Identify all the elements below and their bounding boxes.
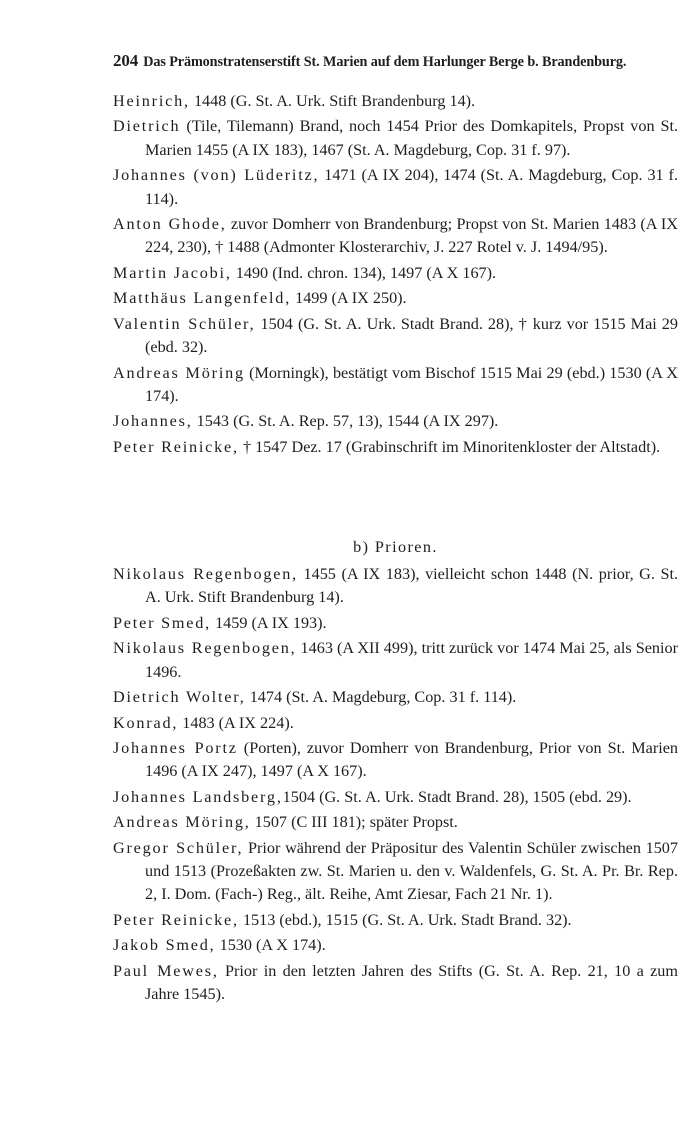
person-name: Andreas Möring, (113, 813, 251, 832)
page-number: 204 (113, 51, 139, 70)
section-heading-priors: b) Prioren. (353, 538, 438, 556)
person-name: Heinrich, (113, 92, 190, 110)
running-title: Das Prämonstratenserstift St. Marien auf dem Harlunger Berge b. Brandenburg. (143, 54, 627, 70)
entry-text: 1504 (G. St. A. Urk. Stadt Brand. 28), 1505 (ebd. 29). (282, 787, 632, 806)
entry-text: (Morningk), bestätigt vom Bischof 1515 Mai 29 (ebd.) 1530 (A X 174). (145, 363, 678, 405)
person-name: Gregor Schüler, (113, 838, 244, 857)
person-name: Matthäus Langenfeld, (113, 289, 292, 308)
person-name: Paul Mewes, (113, 961, 219, 980)
entry-text: 1448 (G. St. A. Urk. Stift Brandenburg 14). (189, 92, 476, 110)
person-name: Johannes Landsberg, (113, 787, 283, 806)
list-entry (113, 262, 678, 285)
list-entry (113, 811, 678, 834)
entry-text: 1463 (A XII 499), tritt zurück vor 1474 Mai 25, als Senior 1496. (145, 639, 678, 681)
person-name: Andreas Möring (113, 363, 245, 382)
list-entry (113, 563, 678, 610)
person-name: Peter Reinicke, (113, 437, 239, 456)
entry-text: Prior während der Präpositur des Valentin Schüler zwischen 1507 und 1513 (Prozeßakten zw. St. Marien u. den v. Waldenfels, G. St. A. Pr. Br. Rep. 2, I. Dom. (Fach-) Reg., ält. Reihe, Amt Ziesar, Fach 21 Nr. 1). (145, 838, 678, 904)
person-name: Johannes (von) Lüderitz, (113, 166, 320, 185)
entry-text: 1490 (Ind. chron. 134), 1497 (A X 167). (231, 263, 497, 282)
list-entry (113, 960, 678, 1007)
list-entry (113, 410, 678, 433)
list-entry (113, 90, 678, 113)
person-name: Valentin Schüler, (113, 314, 256, 333)
entry-text: 1530 (A X 174). (215, 936, 326, 955)
list-entry (113, 909, 678, 932)
list-entry (113, 837, 678, 907)
list-entry (113, 934, 678, 957)
person-name: Dietrich Wolter, (113, 688, 246, 707)
list-entry (113, 612, 678, 635)
entry-text: 1459 (A IX 193). (211, 613, 327, 632)
entry-text: zuvor Domherr von Brandenburg; Propst von St. Marien 1483 (A IX 224, 230), † 1488 (Admonter Klosterarchiv, J. 227 Rotel v. J. 1494/95). (145, 215, 678, 257)
list-entry (113, 712, 678, 735)
person-name: Nikolaus Regenbogen, (113, 639, 297, 658)
entry-text: † 1547 Dez. 17 (Grabinschrift im Minoritenkloster der Altstadt). (238, 437, 661, 456)
person-name: Anton Ghode, (113, 215, 227, 234)
list-entry (113, 115, 678, 162)
person-name: Konrad, (113, 713, 179, 732)
provosts-list (113, 90, 678, 461)
entry-text: 1513 (ebd.), 1515 (G. St. A. Urk. Stadt Brand. 32). (238, 910, 572, 929)
list-entry (113, 737, 678, 784)
list-entry (113, 786, 678, 809)
list-entry (113, 637, 678, 684)
list-entry (113, 164, 678, 211)
person-name: Nikolaus Regenbogen, (113, 565, 298, 583)
entry-text: 1499 (A IX 250). (291, 289, 407, 308)
list-entry (113, 436, 678, 459)
running-header (113, 51, 683, 71)
person-name: Peter Smed, (113, 613, 212, 632)
list-entry (113, 287, 678, 310)
entry-text: Prior in den letzten Jahren des Stifts (G. St. A. Rep. 21, 10 a zum Jahre 1545). (145, 961, 678, 1004)
entry-text: (Porten), zuvor Domherr von Brandenburg, Prior von St. Marien 1496 (A IX 247), 1497 (A X 167). (145, 739, 678, 781)
person-name: Jakob Smed, (113, 936, 216, 955)
person-name: Johannes Portz (113, 739, 238, 758)
entry-text: 1504 (G. St. A. Urk. Stadt Brand. 28), † kurz vor 1515 Mai 29 (ebd. 32). (145, 314, 678, 357)
priors-list (113, 563, 678, 1009)
person-name: Martin Jacobi, (113, 263, 232, 282)
entry-text: 1471 (A IX 204), 1474 (St. A. Magdeburg, Cop. 31 f. 114). (145, 166, 678, 208)
entry-text: 1507 (C III 181); später Propst. (250, 813, 458, 832)
entry-text: (Tile, Tilemann) Brand, noch 1454 Prior des Domkapitels, Propst von St. Marien 1455 (A IX 183), 1467 (St. A. Magdeburg, Cop. 31 f. 97). (145, 117, 678, 159)
entry-text: 1543 (G. St. A. Rep. 57, 13), 1544 (A IX 297). (192, 412, 499, 431)
list-entry (113, 362, 678, 409)
list-entry (113, 213, 678, 260)
entry-text: 1455 (A IX 183), vielleicht schon 1448 (N. prior, G. St. A. Urk. Stift Brandenburg 14). (145, 565, 678, 607)
entry-text: 1483 (A IX 224). (178, 713, 294, 732)
entry-text: 1474 (St. A. Magdeburg, Cop. 31 f. 114). (245, 688, 517, 707)
list-entry (113, 313, 678, 360)
person-name: Peter Reinicke, (113, 910, 239, 929)
person-name: Johannes, (113, 412, 193, 431)
person-name: Dietrich (113, 117, 181, 136)
list-entry (113, 686, 678, 709)
